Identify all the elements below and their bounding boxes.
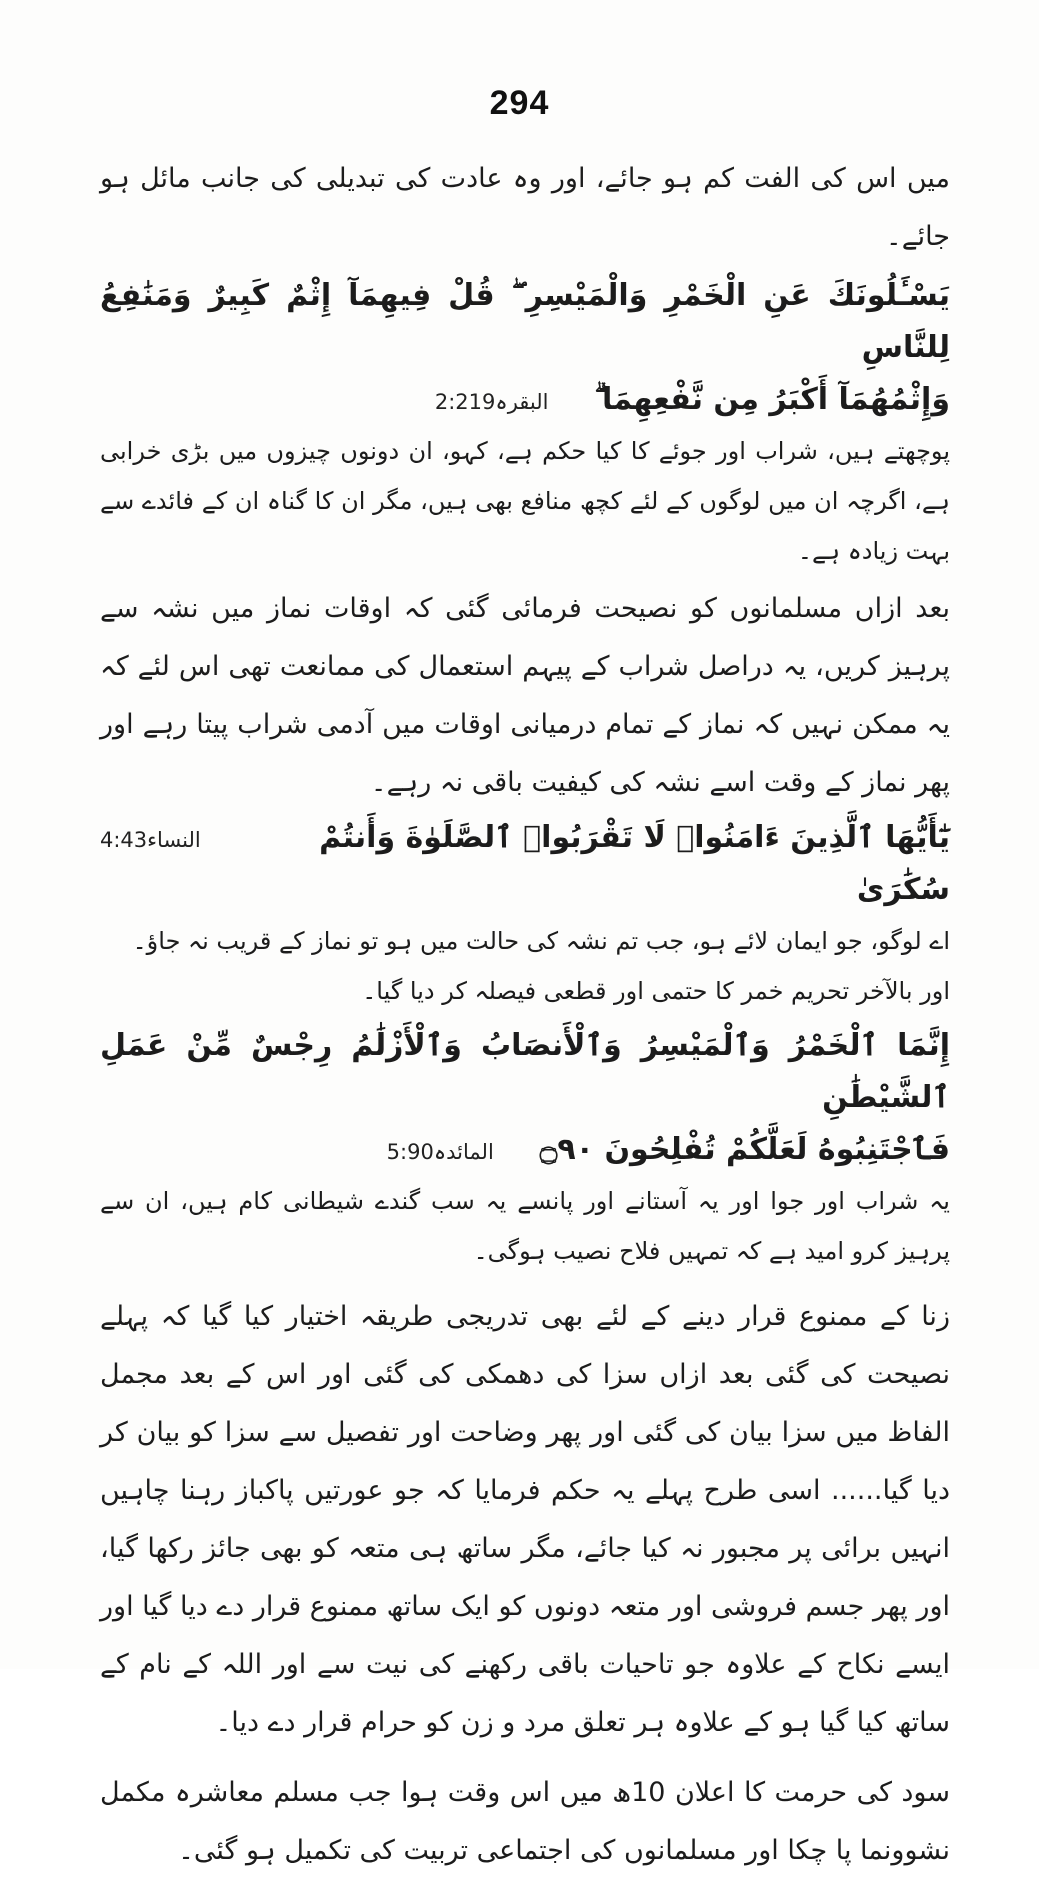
quran-verse-3-text: فَٱجْتَنِبُوهُ لَعَلَّكُمْ تُفْلِحُونَ ۝٩٠: [539, 1132, 950, 1167]
quran-verse-3-line-1: إِنَّمَا ٱلْخَمْرُ وَٱلْمَيْسِرُ وَٱلْأَنصَابُ وَٱلْأَزْلَٰمُ رِجْسٌ مِّنْ عَمَلِ ٱلشَّيْطَٰنِ: [100, 1028, 950, 1115]
intro-paragraph: میں اس کی الفت کم ہو جائے، اور وہ عادت کی تبدیلی کی جانب مائل ہو جائے۔: [100, 163, 950, 252]
verse-3-reference: المائدہ5:90: [386, 1140, 494, 1164]
translation-2: اے لوگو، جو ایمان لائے ہو، جب تم نشہ کی حالت میں ہو تو نماز کے قریب نہ جاؤ۔: [132, 927, 950, 955]
translation-1: پوچھتے ہیں، شراب اور جوئے کا کیا حکم ہے، کہو، ان دونوں چیزوں میں بڑی خرابی ہے، اگرچہ ان میں لوگوں کے لئے کچھ منافع بھی ہیں، مگر ان کا گناہ ان کے فائدے سے بہت زیادہ ہے۔: [100, 437, 950, 565]
quran-verse-1-text: وَإِثْمُهُمَآ أَكْبَرُ مِن نَّفْعِهِمَا ۗ: [594, 382, 950, 417]
verse-1-reference: البقرہ2:219: [434, 390, 549, 414]
quran-verse-1-line-1: يَسْـَٔلُونَكَ عَنِ الْخَمْرِ وَالْمَيْسِرِ ۖ قُلْ فِيهِمَآ إِثْمٌ كَبِيرٌ وَمَنَٰفِعُ لِلنَّاسِ: [100, 278, 950, 365]
page-number: 294: [489, 84, 550, 122]
paragraph-2: بعد ازاں مسلمانوں کو نصیحت فرمائی گئی کہ اوقات نماز میں نشہ سے پرہیز کریں، یہ دراصل شراب کے پیہم استعمال کی ممانعت تھی اس لئے کہ یہ ممکن نہیں کہ نماز کے تمام درمیانی اوقات میں آدمی شراب پیتا رہے اور پھر نماز کے وقت اسے نشہ کی کیفیت باقی نہ رہے۔: [100, 593, 950, 798]
paragraph-4: زنا کے ممنوع قرار دینے کے لئے بھی تدریجی طریقہ اختیار کیا گیا کہ پہلے نصیحت کی گئی بعد ازاں سزا کی دھمکی کی گئی اور اس کے بعد مجمل الفاظ میں سزا بیان کی گئی اور پھر وضاحت اور تفصیل سے سزا کو بیان کر دیا گیا...... اسی طرح پہلے یہ حکم فرمایا کہ جو عورتیں پاکباز رہنا چاہیں انہیں برائی پر مجبور نہ کیا جائے، مگر ساتھ ہی متعہ کو بھی جائز رکھا گیا، اور پھر جسم فروشی اور متعہ دونوں کو ایک ساتھ ممنوع قرار دے دیا گیا اور ایسے نکاح کے علاوہ جو تاحیات باقی رکھنے کی نیت سے اور اللہ کے نام کے ساتھ کیا گیا ہو کے علاوہ ہر تعلق مرد و زن کو حرام قرار دے دیا۔: [100, 1301, 950, 1738]
quran-verse-1-line-2: [100, 374, 950, 426]
verse-2-reference: النساء4:43: [100, 828, 201, 852]
paragraph-3: اور بالآخر تحریم خمر کا حتمی اور قطعی فیصلہ کر دیا گیا۔: [362, 977, 950, 1005]
page-content: [100, 150, 950, 1880]
quran-verse-2: [100, 812, 950, 916]
translation-3: یہ شراب اور جوا اور یہ آستانے اور پانسے یہ سب گندے شیطانی کام ہیں، ان سے پرہیز کرو امید ہے کہ تمہیں فلاح نصیب ہوگی۔: [100, 1187, 950, 1265]
quran-verse-2-text: يَٰٓأَيُّهَا ٱلَّذِينَ ءَامَنُوا۟ لَا تَقْرَبُوا۟ ٱلصَّلَوٰةَ وَأَنتُمْ سُكَٰرَىٰ: [319, 820, 950, 907]
quran-verse-3-line-2: [100, 1124, 950, 1176]
paragraph-5: سود کی حرمت کا اعلان 10ھ میں اس وقت ہوا جب مسلم معاشرہ مکمل نشوونما پا چکا اور مسلمانوں کی اجتماعی تربیت کی تکمیل ہو گئی۔: [100, 1777, 950, 1866]
